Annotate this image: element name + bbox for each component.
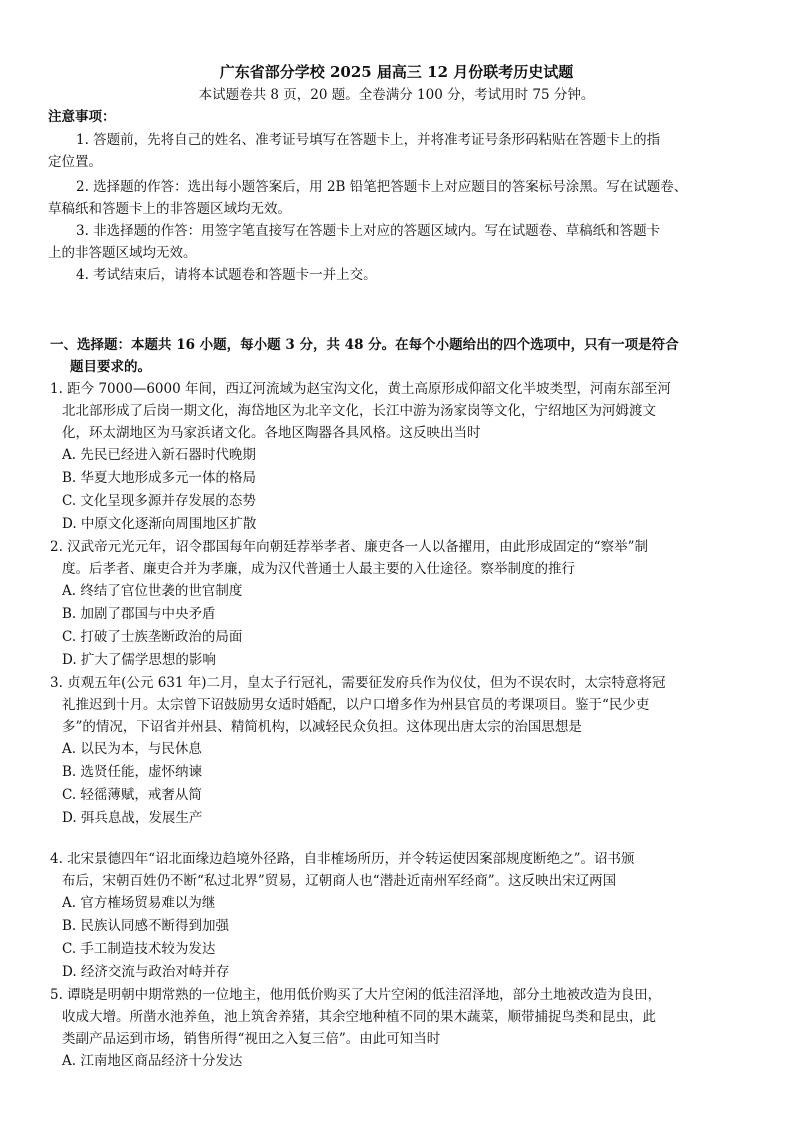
notice-heading: 注意事项： — [48, 109, 116, 125]
question-2-option-c[interactable]: C. 打破了士族垄断政治的局面 — [62, 629, 243, 645]
question-1-stem-line-2: 北北部形成了后岗一期文化，海岱地区为北辛文化，长江中游为汤家岗等文化，宁绍地区为河姆渡文 — [62, 403, 656, 419]
question-3-stem-line-1: 3. 贞观五年(公元 631 年)二月，皇太子行冠礼，需要征发府兵作为仪仗，但为不误农时，太宗特意将冠 — [50, 675, 666, 691]
question-3-option-a[interactable]: A. 以民为本，与民休息 — [62, 741, 202, 757]
question-3-option-c[interactable]: C. 轻徭薄赋，戒奢从简 — [62, 787, 202, 803]
notice-item-2-line-1: 2. 选择题的作答：选出每小题答案后，用 2B 铅笔把答题卡上对应题目的答案标号涂黑。写在试题卷、 — [76, 179, 688, 195]
question-5-option-a[interactable]: A. 江南地区商品经济十分发达 — [62, 1053, 243, 1069]
notice-item-1-line-1: 1. 答题前，先将自己的姓名、准考证号填写在答题卡上，并将准考证号条形码粘贴在答题卡上的指 — [76, 132, 661, 148]
question-3-stem-line-3: 多”的情况，下诏省并州县、精简机构，以减轻民众负担。这体现出唐太宗的治国思想是 — [62, 719, 582, 735]
notice-item-3-line-1: 3. 非选择题的作答：用签字笔直接写在答题卡上对应的答题区域内。写在试题卷、草稿纸和答题卡 — [76, 223, 661, 239]
question-2-stem-line-2: 度。后孝者、廉吏合并为孝廉，成为汉代普通士人最主要的入仕途径。察举制度的推行 — [62, 561, 575, 577]
question-5-stem-line-2: 收成大增。所凿水池养鱼，池上筑舍养猪，其余空地种植不同的果木蔬菜，顺带捕捉鸟类和昆虫，此 — [62, 1009, 656, 1025]
question-4-option-a[interactable]: A. 官方榷场贸易难以为继 — [62, 895, 216, 911]
notice-item-4-line-1: 4. 考试结束后，请将本试题卷和答题卡一并上交。 — [76, 267, 377, 283]
question-4-stem-line-2: 布后，宋朝百姓仍不断“私过北界”贸易，辽朝商人也“潜赴近南州军经商”。这反映出宋辽两国 — [62, 873, 617, 889]
question-3-stem-line-2: 礼推迟到十月。太宗曾下诏鼓励男女适时婚配，以户口增多作为州县官员的考课项目。鉴于“民少吏 — [62, 697, 650, 713]
notice-item-1-line-2: 定位置。 — [48, 154, 102, 170]
question-4-option-b[interactable]: B. 民族认同感不断得到加强 — [62, 918, 230, 934]
question-5-stem — [50, 984, 725, 1050]
question-2 — [50, 536, 725, 672]
question-3-option-d[interactable]: D. 弭兵息战，发展生产 — [62, 810, 203, 826]
question-1-option-c[interactable]: C. 文化呈现多源并存发展的态势 — [62, 493, 256, 509]
question-1-stem-line-1: 1. 距今 7000—6000 年间，西辽河流域为赵宝沟文化，黄土高原形成仰韶文化半坡类型，河南东部至河 — [50, 381, 671, 397]
notice-item-3 — [48, 220, 728, 264]
question-2-option-d[interactable]: D. 扩大了儒学思想的影响 — [62, 652, 216, 668]
notice-item-2 — [48, 176, 728, 220]
exam-subtitle: 本试题卷共 8 页，20 题。全卷满分 100 分，考试用时 75 分钟。 — [198, 87, 595, 103]
question-1 — [50, 378, 725, 536]
question-4-stem — [50, 848, 725, 892]
section-1-heading-line-2: 题目要求的。 — [70, 359, 151, 375]
question-3 — [50, 672, 725, 830]
notice-item-2-line-2: 草稿纸和答题卡上的非答题区域均无效。 — [48, 201, 291, 217]
question-1-option-d[interactable]: D. 中原文化逐渐向周围地区扩散 — [62, 516, 257, 532]
question-5-stem-line-1: 5. 谭晓是明朝中期常熟的一位地主，他用低价购买了大片空闲的低洼沼泽地，部分土地被改造为良田， — [50, 987, 662, 1003]
question-4-option-d[interactable]: D. 经济交流与政治对峙并存 — [62, 964, 230, 980]
question-1-option-a[interactable]: A. 先民已经进入新石器时代晚期 — [62, 447, 256, 463]
section-1-heading-line-1: 一、选择题：本题共 16 小题，每小题 3 分，共 48 分。在每个小题给出的四个选项中，只有一项是符合 — [50, 337, 679, 353]
question-4-option-c[interactable]: C. 手工制造技术较为发达 — [62, 941, 216, 957]
question-3-option-b[interactable]: B. 选贤任能，虚怀纳谏 — [62, 764, 203, 780]
question-1-option-b[interactable]: B. 华夏大地形成多元一体的格局 — [62, 470, 257, 486]
question-2-stem — [50, 536, 725, 580]
section-1-heading — [50, 334, 725, 378]
question-1-stem — [50, 378, 725, 444]
exam-title: 广东省部分学校 2025 届高三 12 月份联考历史试题 — [219, 63, 574, 81]
question-4-stem-line-1: 4. 北宋景德四年“诏北面缘边趋境外径路，自非榷场所历，并令转运使因案部规度断绝之”。诏书颁 — [50, 851, 635, 867]
question-2-option-b[interactable]: B. 加剧了郡国与中央矛盾 — [62, 606, 216, 622]
question-1-stem-line-3: 化，环太湖地区为马家浜诸文化。各地区陶器各具风格。这反映出当时 — [62, 425, 481, 441]
question-4 — [50, 848, 725, 984]
question-2-option-a[interactable]: A. 终结了官位世袭的世官制度 — [62, 583, 243, 599]
notice-item-3-line-2: 上的非答题区域均无效。 — [48, 245, 197, 261]
question-3-stem — [50, 672, 725, 738]
question-2-stem-line-1: 2. 汉武帝元光元年，诏令郡国每年向朝廷荐举孝者、廉吏各一人以备擢用，由此形成固定的“察举”制 — [50, 539, 648, 555]
notice-item-1 — [48, 129, 728, 173]
question-5-stem-line-3: 类副产品运到市场，销售所得“视田之入复三倍”。由此可知当时 — [62, 1031, 441, 1047]
question-5 — [50, 984, 725, 1073]
notice-item-4 — [48, 264, 728, 286]
